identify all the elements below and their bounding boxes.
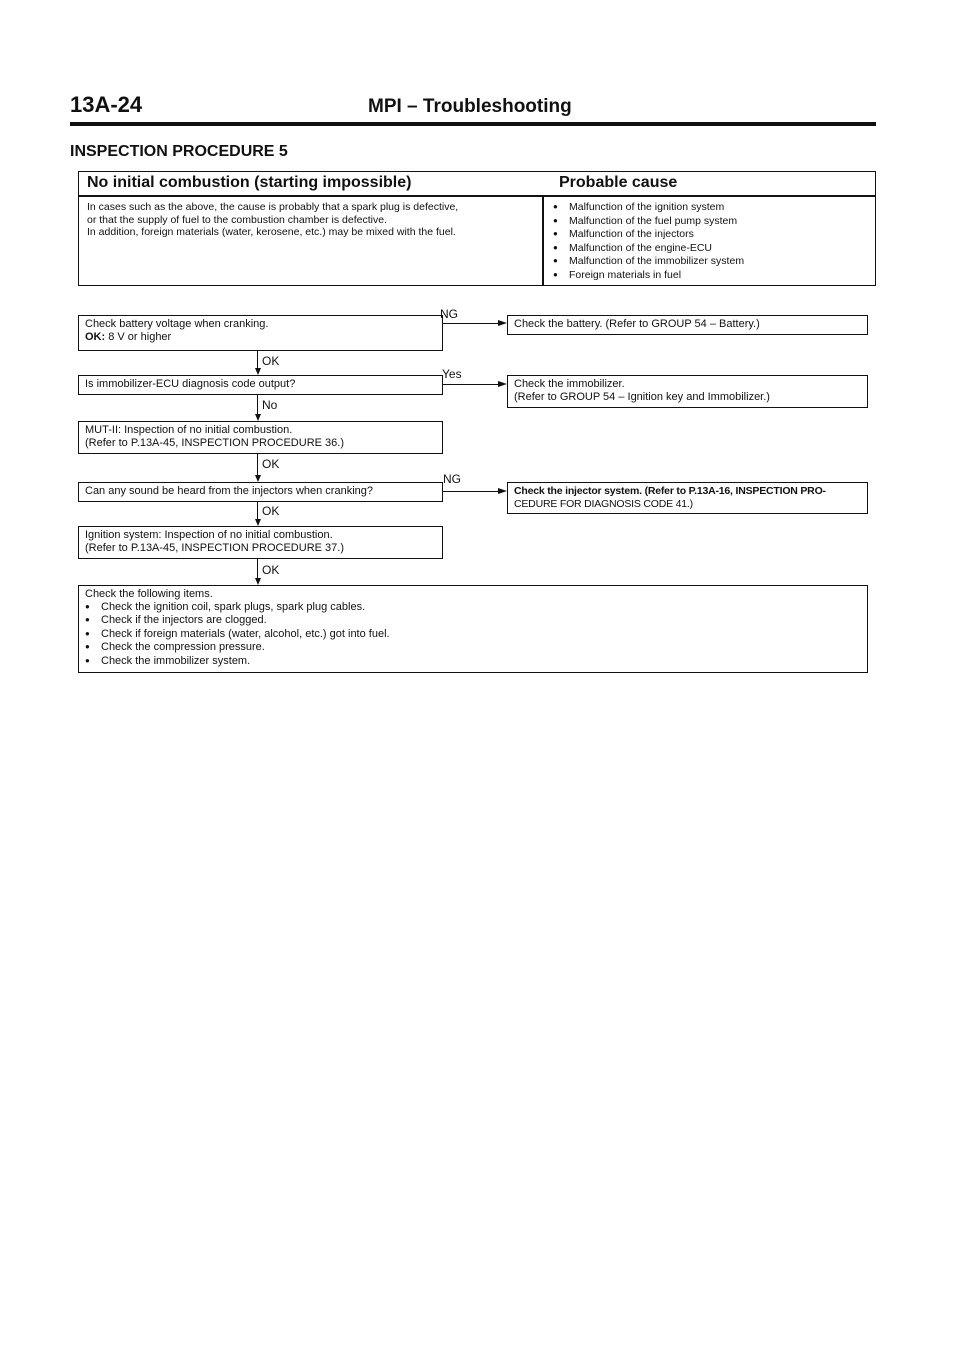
arrow-down-icon	[255, 519, 261, 526]
step-text: Ignition system: Inspection of no initial combustion.	[85, 529, 333, 541]
symptom-table	[78, 171, 876, 286]
step-text: (Refer to P.13A-45, INSPECTION PROCEDURE 36.)	[85, 436, 344, 449]
step-text: Can any sound be heard from the injectors when cranking?	[85, 485, 374, 497]
check-item: ● Check the immobilizer system.	[85, 655, 861, 669]
arrow-right-icon	[498, 381, 507, 387]
arrow-down-icon	[255, 368, 261, 375]
ok-label: OK	[262, 354, 280, 368]
cause-item: ● Malfunction of the engine-ECU	[553, 242, 744, 256]
connector-line	[443, 323, 498, 324]
connector-line	[257, 351, 258, 368]
symptom-heading: No initial combustion (starting impossible)	[87, 174, 412, 191]
ng-label: NG	[440, 307, 458, 321]
action-text: Check the battery. (Refer to GROUP 54 – Battery.)	[514, 318, 760, 330]
ok-label: OK	[262, 504, 280, 518]
action-check-injector-system	[507, 482, 868, 514]
step-injector-sound	[78, 482, 443, 502]
yes-label: Yes	[442, 367, 462, 381]
check-item: ● Check if the injectors are clogged.	[85, 614, 861, 628]
connector-line	[443, 384, 498, 385]
arrow-right-icon	[498, 488, 507, 494]
step-spec	[85, 331, 436, 344]
description-line: In cases such as the above, the cause is probably that a spark plug is defective,	[87, 201, 459, 213]
cause-item: ● Malfunction of the ignition system	[553, 201, 744, 215]
step-ignition-system	[78, 526, 443, 559]
action-text: Check the immobilizer.	[514, 378, 625, 390]
action-check-battery	[507, 315, 868, 335]
table-divider	[79, 195, 875, 197]
step-battery-voltage	[78, 315, 443, 351]
connector-line	[257, 454, 258, 475]
description-line: In addition, foreign materials (water, kerosene, etc.) may be mixed with the fuel.	[87, 226, 456, 238]
table-column-divider	[542, 195, 544, 285]
step-immobilizer-diagnosis	[78, 375, 443, 395]
cause-item: ● Malfunction of the immobilizer system	[553, 255, 744, 269]
probable-cause-heading: Probable cause	[559, 174, 678, 191]
section-title: MPI – Troubleshooting	[368, 96, 572, 117]
ok-label: OK	[262, 563, 280, 577]
action-text: (Refer to GROUP 54 – Ignition key and Immobilizer.)	[514, 390, 770, 403]
step-mut-inspection	[78, 421, 443, 454]
final-check-box	[78, 585, 868, 673]
check-item: ● Check the compression pressure.	[85, 641, 861, 655]
step-text: Is immobilizer-ECU diagnosis code output?	[85, 378, 296, 390]
check-item: ● Check the ignition coil, spark plugs, spark plug cables.	[85, 601, 861, 615]
action-check-immobilizer	[507, 375, 868, 408]
spec-label: OK:	[85, 330, 106, 343]
ok-label: OK	[262, 457, 280, 471]
connector-line	[257, 559, 258, 578]
step-text: MUT-II: Inspection of no initial combustion.	[85, 424, 293, 436]
procedure-title: INSPECTION PROCEDURE 5	[70, 143, 288, 160]
spec-value: 8 V or higher	[108, 330, 172, 343]
cause-item: ● Malfunction of the injectors	[553, 228, 744, 242]
final-title: Check the following items.	[85, 588, 213, 600]
no-label: No	[262, 398, 278, 412]
header-rule	[70, 122, 876, 126]
ng-label: NG	[443, 472, 461, 486]
page-number: 13A-24	[70, 92, 143, 117]
symptom-description	[87, 201, 537, 239]
final-check-list	[85, 601, 861, 669]
action-text: Check the injector system. (Refer to P.13A-16, INSPECTION PRO-	[514, 485, 826, 497]
action-text: CEDURE FOR DIAGNOSIS CODE 41.)	[514, 497, 693, 510]
cause-item: ● Malfunction of the fuel pump system	[553, 215, 744, 229]
arrow-down-icon	[255, 475, 261, 482]
probable-cause-list	[553, 201, 744, 282]
step-text: Check battery voltage when cranking.	[85, 318, 269, 330]
arrow-right-icon	[498, 320, 507, 326]
connector-line	[257, 395, 258, 414]
arrow-down-icon	[255, 414, 261, 421]
connector-line	[257, 502, 258, 519]
connector-line	[443, 491, 498, 492]
cause-item: ● Foreign materials in fuel	[553, 269, 744, 283]
step-text: (Refer to P.13A-45, INSPECTION PROCEDURE 37.)	[85, 541, 344, 554]
check-item: ● Check if foreign materials (water, alcohol, etc.) got into fuel.	[85, 628, 861, 642]
description-line: or that the supply of fuel to the combustion chamber is defective.	[87, 213, 387, 226]
arrow-down-icon	[255, 578, 261, 585]
